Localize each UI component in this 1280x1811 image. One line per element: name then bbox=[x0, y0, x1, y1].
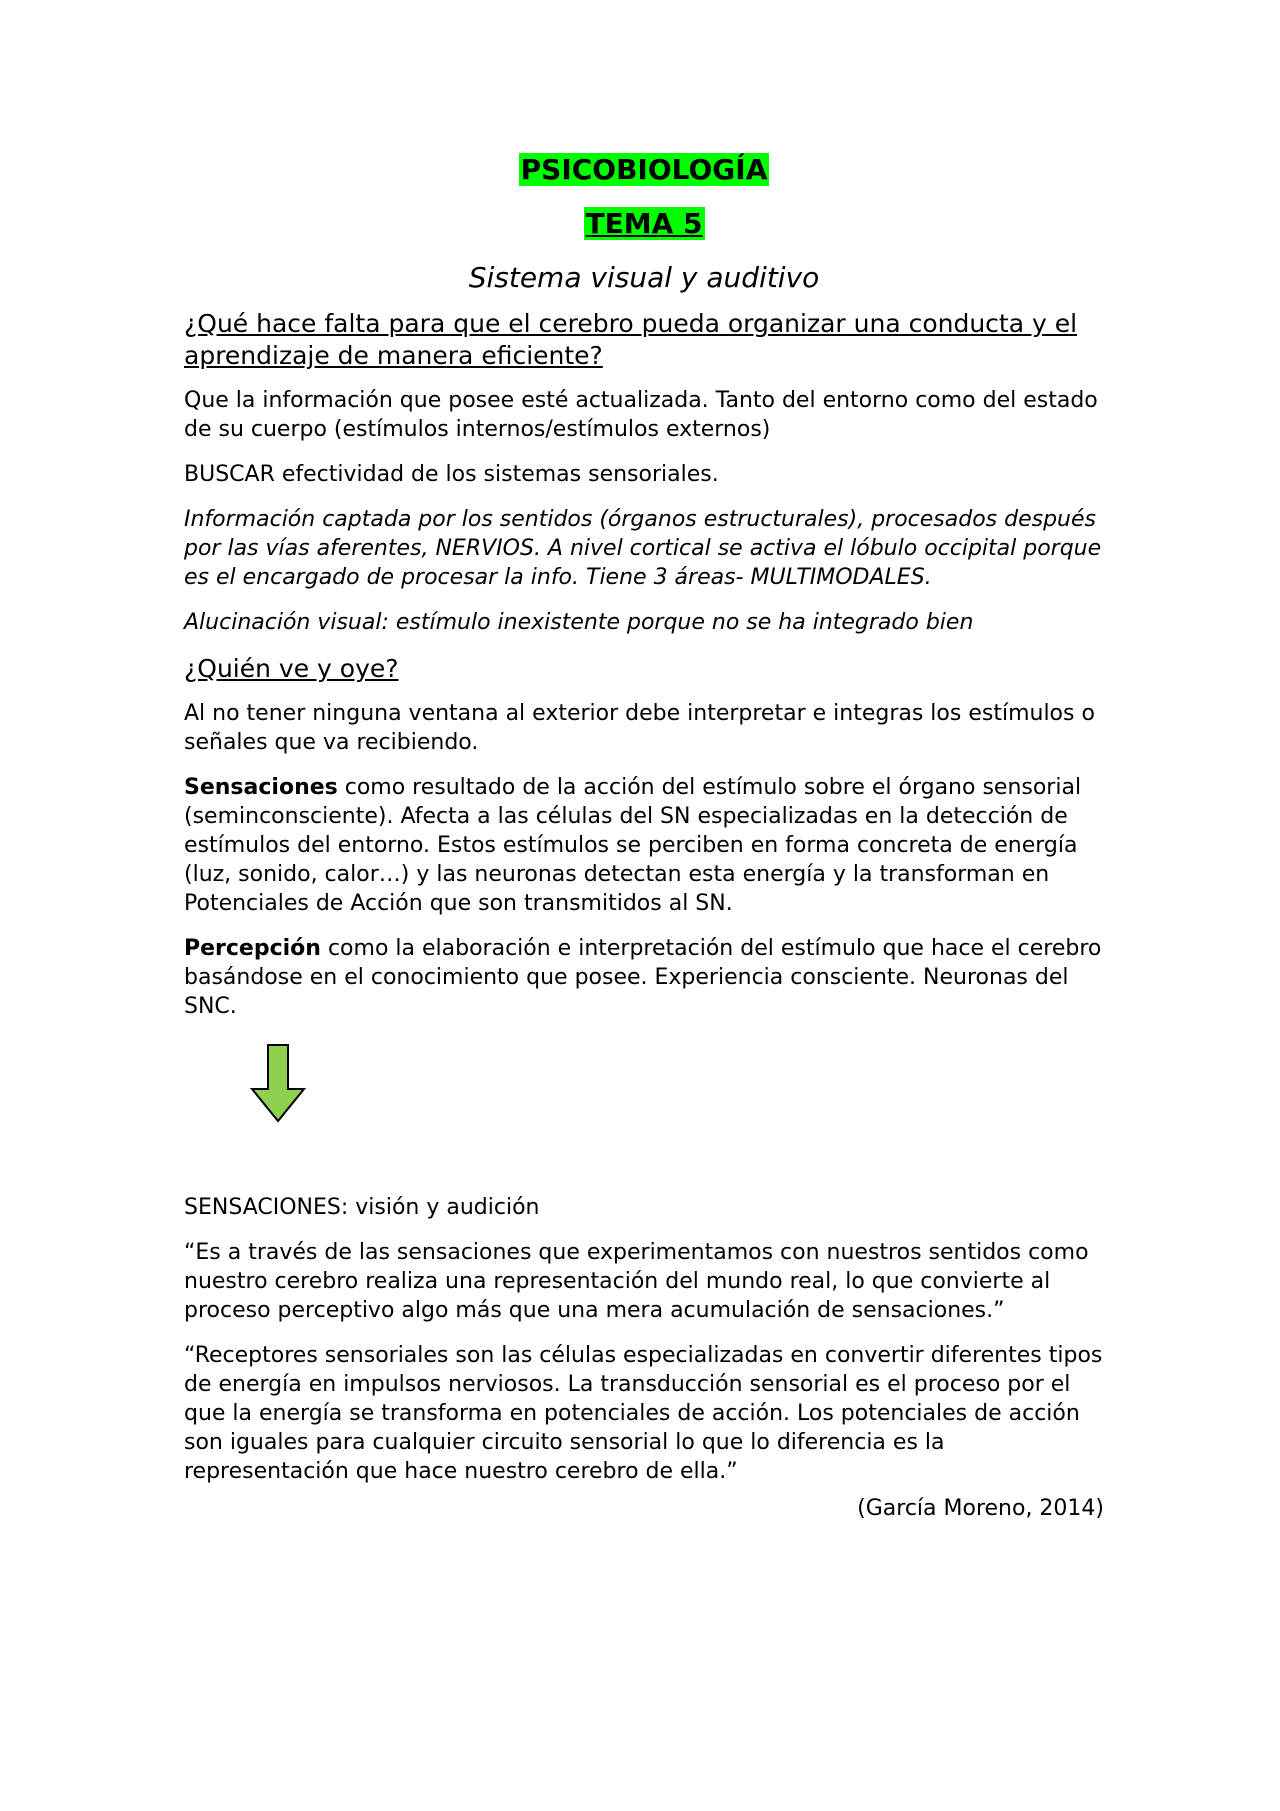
document-subtitle-text: TEMA 5 bbox=[585, 207, 703, 240]
paragraph-4: Alucinación visual: estímulo inexistente porque no se ha integrado bien bbox=[184, 610, 974, 635]
text-sensaciones: como resultado de la acción del estímulo sobre el órgano sensorial (seminconsciente). Afecta a las células del SN especializadas en la detección de estímulos del entorno. Estos estímulos se perciben en forma concreta de energía (luz, sonido, calor…) y las neuronas detectan esta energía y la transforman en Potenciales de Acción que son transmitidos al SN. bbox=[184, 775, 1082, 916]
arrow-container bbox=[184, 1039, 1104, 1179]
term-sensaciones: Sensaciones bbox=[184, 775, 338, 800]
paragraph-6: SENSACIONES: visión y audición bbox=[184, 1195, 540, 1220]
quote-1: “Es a través de las sensaciones que experimentamos con nuestros sentidos como nuestro cerebro realiza una representación del mundo real, lo que convierte al proceso perceptivo algo más que una mera acumulación de sensaciones.” bbox=[184, 1240, 1089, 1323]
document-heading: Sistema visual y auditivo bbox=[468, 261, 820, 294]
question-1: ¿Qué hace falta para que el cerebro pueda organizar una conducta y el aprendizaje de manera eficiente? bbox=[184, 309, 1078, 370]
document-title bbox=[184, 150, 1104, 190]
paragraph-percepcion bbox=[184, 934, 1104, 1021]
paragraph-1: Que la información que posee esté actualizada. Tanto del entorno como del estado de su cuerpo (estímulos internos/estímulos externos) bbox=[184, 388, 1098, 442]
paragraph-sensaciones bbox=[184, 773, 1104, 918]
document-title-text: PSICOBIOLOGÍA bbox=[520, 153, 768, 186]
document-subtitle bbox=[184, 204, 1104, 244]
paragraph-3: Información captada por los sentidos (órganos estructurales), procesados después por las vías aferentes, NERVIOS. A nivel cortical se activa el lóbulo occipital porque es el encargado de procesar la info. Tiene 3 áreas- MULTIMODALES. bbox=[184, 507, 1102, 590]
down-arrow-shape bbox=[252, 1045, 304, 1121]
citation: (García Moreno, 2014) bbox=[857, 1496, 1104, 1521]
text-percepcion: como la elaboración e interpretación del estímulo que hace el cerebro basándose en el conocimiento que posee. Experiencia consciente. Neuronas del SNC. bbox=[184, 936, 1102, 1019]
down-arrow-icon bbox=[250, 1043, 306, 1123]
document-body bbox=[184, 150, 1104, 1539]
quote-2: “Receptores sensoriales son las células especializadas en convertir diferentes tipos de energía en impulsos nerviosos. La transducción sensorial es el proceso por el que la energía se transforma en potenciales de acción. Los potenciales de acción son iguales para cualquier circuito sensorial lo que lo diferencia es la representación que hace nuestro cerebro de ella.” bbox=[184, 1343, 1103, 1484]
paragraph-5: Al no tener ninguna ventana al exterior debe interpretar e integras los estímulos o señales que va recibiendo. bbox=[184, 701, 1095, 755]
term-percepcion: Percepción bbox=[184, 936, 321, 961]
question-2: ¿Quién ve y oye? bbox=[184, 654, 399, 683]
paragraph-2: BUSCAR efectividad de los sistemas sensoriales. bbox=[184, 462, 719, 487]
